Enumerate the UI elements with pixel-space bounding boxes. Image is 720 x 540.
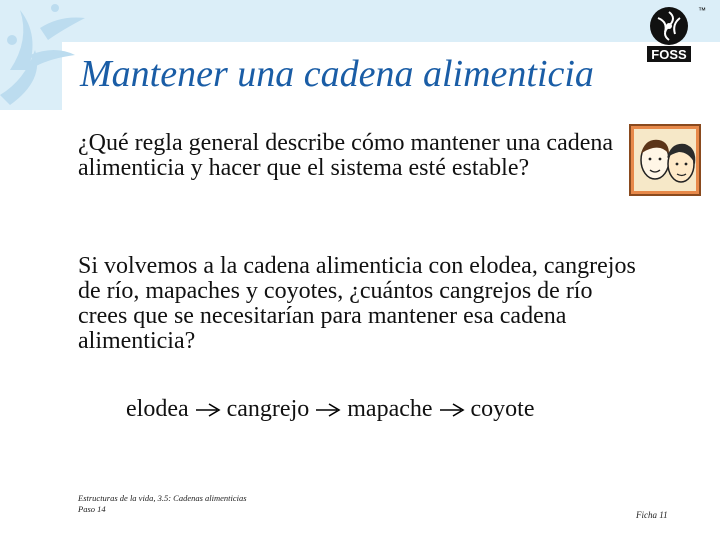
trademark: ™ — [698, 6, 706, 15]
discussion-people-icon — [629, 124, 701, 196]
right-arrow-icon — [195, 402, 221, 418]
right-arrow-icon — [439, 402, 465, 418]
page-title: Mantener una cadena alimenticia — [80, 53, 594, 95]
logo-text: FOSS — [651, 47, 687, 62]
crayfish-question-paragraph: Si volvemos a la cadena alimenticia con elodea, cangrejos de río, mapaches y coyotes, ¿cuántos cangrejos de río crees que se necesitarían para mantener esa cadena alimenticia? — [78, 253, 636, 354]
question-paragraph: ¿Qué regla general describe cómo mantener una cadena alimenticia y hacer que el sistema esté estable? — [78, 130, 614, 181]
foss-logo — [644, 4, 694, 66]
chain-item-cangrejo: cangrejo — [226, 396, 310, 422]
page-number: Ficha 11 — [636, 510, 668, 520]
food-chain — [126, 396, 535, 423]
footer-line-2: Paso 14 — [78, 504, 106, 514]
chain-item-mapache: mapache — [347, 396, 433, 422]
chain-item-elodea: elodea — [126, 396, 189, 422]
footer-line-1: Estructuras de la vida, 3.5: Cadenas alimenticias — [78, 493, 247, 503]
right-arrow-icon — [315, 402, 341, 418]
foss-sunburst-icon — [650, 7, 688, 45]
header-band — [0, 0, 720, 42]
chain-item-coyote: coyote — [470, 396, 535, 422]
footer-source — [78, 493, 247, 515]
